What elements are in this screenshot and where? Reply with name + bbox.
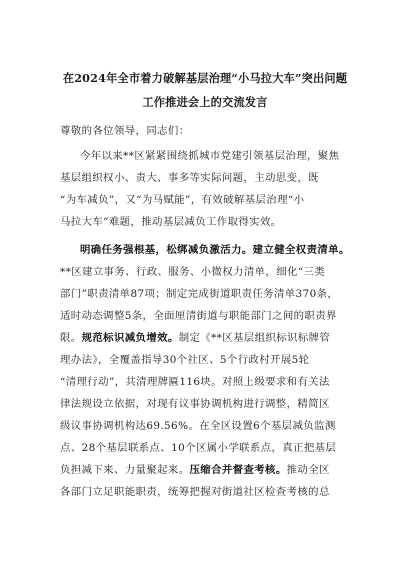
section-1-line-5-post: 制定《**区基层组织标识标牌管 (178, 332, 331, 344)
intro-line-1: 今年以来**区紧紧围绕抓城市党建引领基层治理，聚焦 (80, 150, 340, 162)
section-1-line-11-post: 推动全区 (286, 464, 330, 476)
intro-line-2: 基层组织权小、责大、事多等实际问题，主动思变，既 (60, 172, 319, 184)
subheading-standardize-signage: 规范标识减负增效。 (81, 332, 179, 344)
section-1-line-11-pre: 负担减下来、力量聚起来。 (60, 464, 190, 476)
section-1-line-12: 各部门立足职能职责，统筹把握对街道社区检查考核的总 (60, 486, 330, 498)
document-title-line-1: 在2024年全市着力破解基层治理“小马拉大车”突出问题 (62, 71, 348, 85)
section-1-line-5 (60, 329, 330, 344)
section-1-line-3: 部门”职责清单87项；制定完成街道职责任务清单370条， (60, 288, 339, 300)
subheading-compress-inspections: 压缩合并督查考核。 (189, 464, 287, 476)
section-1-line-4: 适时动态调整5条，全面厘清街道与职能部门之间的职责界 (60, 310, 337, 322)
salutation: 尊敬的各位领导，同志们： (60, 125, 190, 137)
section-1-line-6: 理办法》，全覆盖指导30个社区、5个行政村开展5轮 (60, 354, 310, 366)
section-1-line-2: **区建立事务、行政、服务、小微权力清单，细化“三类 (60, 266, 326, 278)
section-1-line-8: 律法规设立依据，对现有议事协调机构进行调整，精简区 (60, 398, 330, 410)
section-1-line-9: 级议事协调机构达69.56%。在全区设置6个基层减负监测 (60, 420, 336, 432)
document-title-line-2: 工作推进会上的交流发言 (142, 95, 268, 109)
intro-line-4: 马拉大车”难题，推动基层减负工作取得实效。 (60, 216, 282, 228)
intro-line-3: “为车减负”，又“为马赋能”，有效破解基层治理“小 (60, 194, 305, 206)
section-1-heading: 明确任务强根基，松绑减负激活力。建立健全权责清单。 (80, 244, 350, 256)
section-1-line-10: 点、28个基层联系点、10个区属小学联系点，真正把基层 (60, 442, 337, 454)
section-1-line-5-pre: 限。 (60, 332, 82, 344)
section-1-line-11 (60, 461, 330, 476)
section-1-line-7: “清理行动”，共清理牌匾116块。对照上级要求和有关法 (60, 376, 330, 388)
